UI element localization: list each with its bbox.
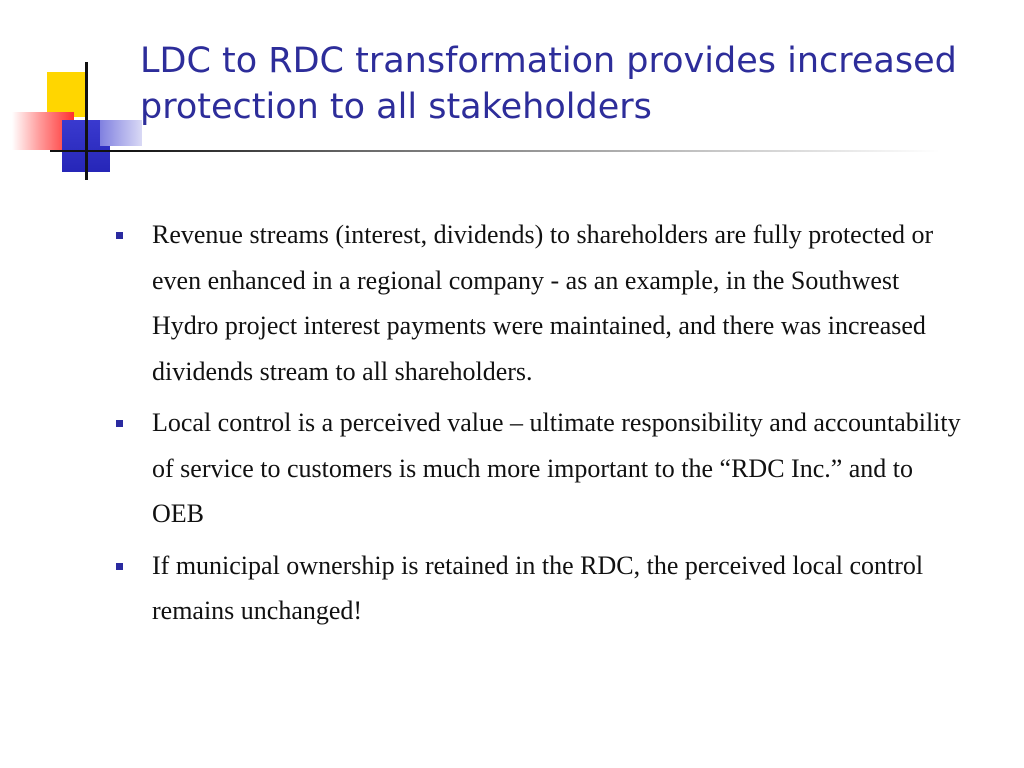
bullet-item xyxy=(112,543,962,634)
square-bullet-icon xyxy=(116,232,123,239)
slide-title: LDC to RDC transformation provides increased protection to all stakeholders xyxy=(140,41,957,127)
bullet-item xyxy=(112,212,962,394)
title-underline xyxy=(50,150,940,152)
bullet-text: Revenue streams (interest, dividends) to shareholders are fully protected or even enhanced in a regional company - as an example, in the Southwest Hydro project interest payments were maintained, and there was increased dividends stream to all shareholders. xyxy=(152,220,934,386)
bullet-item xyxy=(112,400,962,537)
logo-yellow-square xyxy=(47,72,87,117)
bullet-text: Local control is a perceived value – ultimate responsibility and accountability of service to customers is much more important to the “RDC Inc.” and to OEB xyxy=(152,408,961,528)
square-bullet-icon xyxy=(116,420,123,427)
logo-lightblue-square xyxy=(100,120,142,146)
bullet-list xyxy=(112,212,962,640)
square-bullet-icon xyxy=(116,563,123,570)
slide-logo-icon xyxy=(0,0,160,190)
logo-vertical-line xyxy=(85,62,88,180)
bullet-text: If municipal ownership is retained in the RDC, the perceived local control remains unchanged! xyxy=(152,550,924,625)
